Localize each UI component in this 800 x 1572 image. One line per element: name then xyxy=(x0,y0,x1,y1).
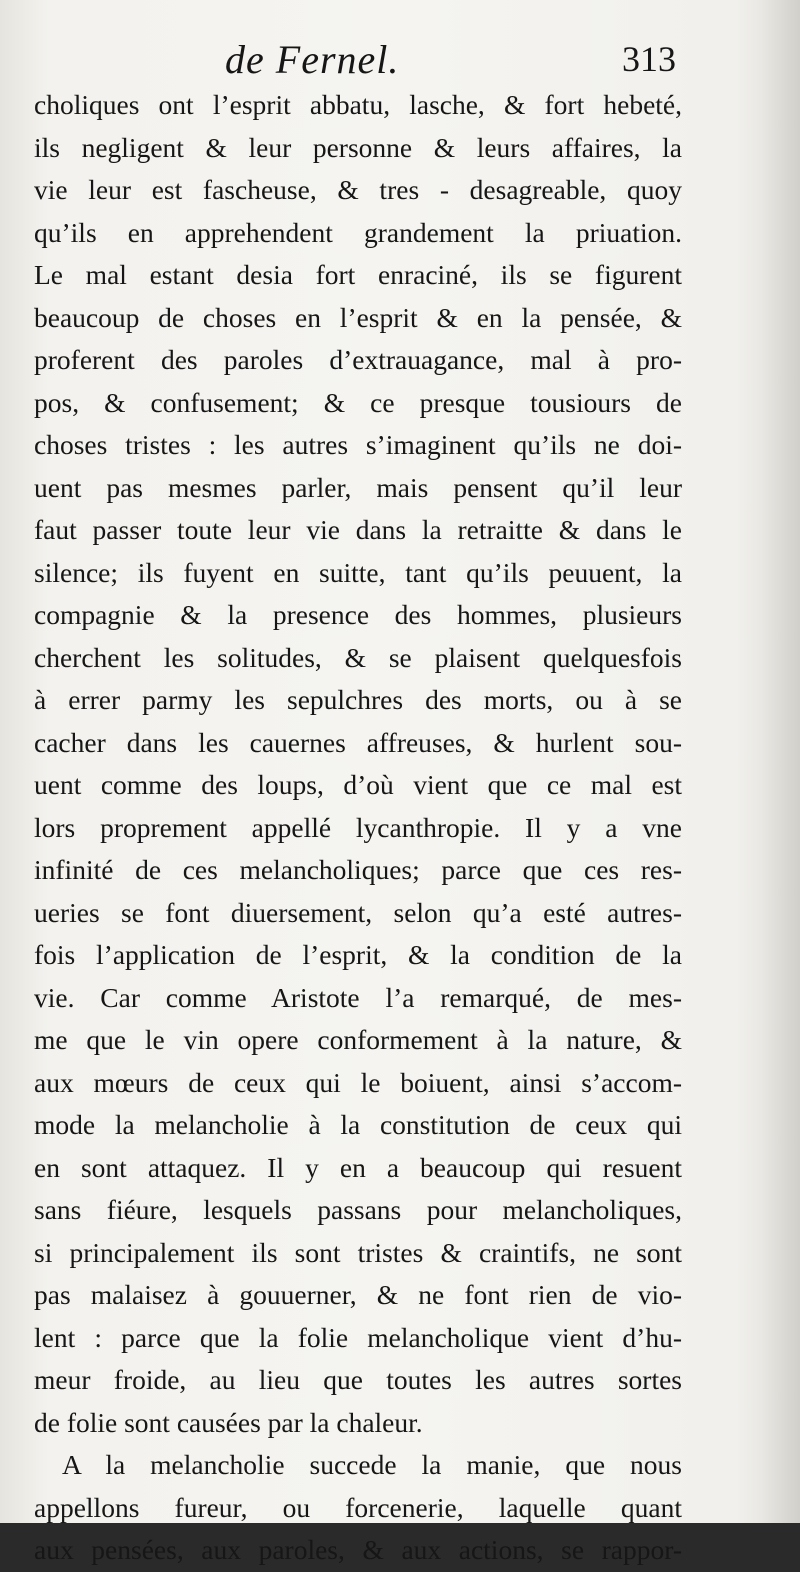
text-line: aux mœurs de ceux qui le boiuent, ainsi s’accom- xyxy=(34,1066,682,1098)
text-line: si principalement ils sont tristes & craintifs, ne sont xyxy=(34,1236,682,1268)
text-line: Le mal estant desia fort enraciné, ils se figurent xyxy=(34,259,682,290)
text-line: vie leur est fascheuse, & tres - desagreable, quoy xyxy=(34,174,682,205)
text-line: uent comme des loups, d’où vient que ce mal est xyxy=(34,769,682,800)
body-text xyxy=(34,84,682,1572)
running-head xyxy=(0,30,800,90)
text-line: fois l’application de l’esprit, & la condition de la xyxy=(34,939,682,970)
text-line: choliques ont l’esprit abbatu, lasche, & fort hebeté, xyxy=(34,89,682,120)
text-line: vie. Car comme Aristote l’a remarqué, de mes- xyxy=(34,981,682,1013)
text-line: aux pensées, aux paroles, & aux actions, se rappor- xyxy=(34,1534,682,1565)
page-number: 313 xyxy=(622,39,676,79)
text-line: lors proprement appellé lycanthropie. Il y a vne xyxy=(34,811,682,843)
text-line: pas malaisez à gouuerner, & ne font rien de vio- xyxy=(34,1279,682,1310)
text-line: faut passer toute leur vie dans la retraitte & dans le xyxy=(34,514,682,545)
text-line: pos, & confusement; & ce presque tousiours de xyxy=(34,386,682,418)
text-line: cherchent les solitudes, & se plaisent quelquesfois xyxy=(34,641,682,673)
text-line: meur froide, au lieu que toutes les autres sortes xyxy=(34,1364,682,1395)
text-line: proferent des paroles d’extrauagance, mal à pro- xyxy=(34,344,682,375)
text-line: qu’ils en apprehendent grandement la priuation. xyxy=(34,216,682,248)
paragraph-first-line: A la melancholie succede la manie, que nous xyxy=(62,1449,682,1480)
text-line: ils negligent & leur personne & leurs affaires, la xyxy=(34,131,682,163)
text-line: uent pas mesmes parler, mais pensent qu’il leur xyxy=(34,471,682,503)
text-line: compagnie & la presence des hommes, plusieurs xyxy=(34,599,682,630)
text-line: mode la melancholie à la constitution de ceux qui xyxy=(34,1109,682,1140)
text-line: appellons fureur, ou forcenerie, laquelle quant xyxy=(34,1491,682,1523)
text-line: silence; ils fuyent en suitte, tant qu’ils peuuent, la xyxy=(34,556,682,588)
text-line: cacher dans les cauernes affreuses, & hurlent sou- xyxy=(34,726,682,758)
text-line: en sont attaquez. Il y en a beaucoup qui resuent xyxy=(34,1151,682,1183)
page-edge-shadow xyxy=(760,0,800,1523)
text-line: me que le vin opere conformement à la nature, & xyxy=(34,1024,682,1055)
text-line: beaucoup de choses en l’esprit & en la pensée, & xyxy=(34,301,682,333)
running-head-title: de Fernel. xyxy=(225,37,400,82)
text-line: infinité de ces melancholiques; parce que ces res- xyxy=(34,854,682,885)
text-line: lent : parce que la folie melancholique vient d’hu- xyxy=(34,1321,682,1353)
text-line: à errer parmy les sepulchres des morts, ou à se xyxy=(34,684,682,715)
text-line: ueries se font diuersement, selon qu’a esté autres- xyxy=(34,896,682,928)
text-line: de folie sont causées par la chaleur. xyxy=(34,1406,423,1438)
text-line: choses tristes : les autres s’imaginent qu’ils ne doi- xyxy=(34,429,682,460)
text-line: sans fiéure, lesquels passans pour melancholiques, xyxy=(34,1194,682,1225)
